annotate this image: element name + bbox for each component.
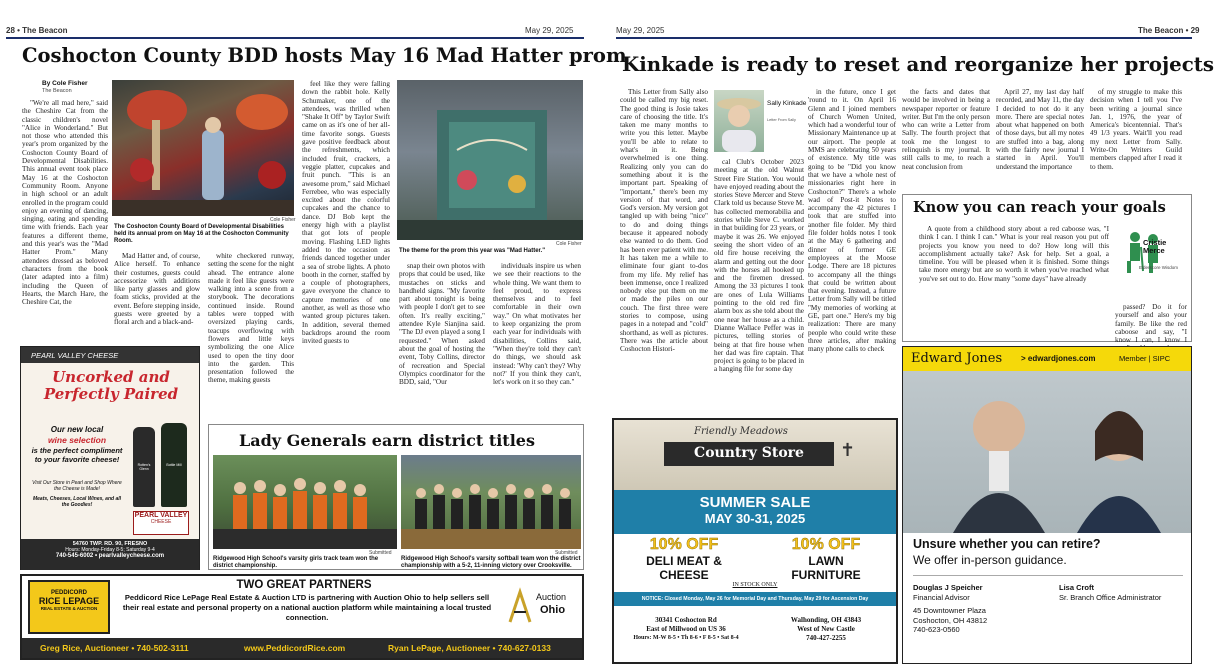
goals-title: Know you can reach your goals: [913, 199, 1166, 216]
letter-column-5: April 27, my last day half recorded, and May 11, the day I decided to not do it any more. There are special notes about what happened on both of those days, but all my notes are stuffed into a bag, along with the fairly new journal I started in April. You'll understand the importance: [996, 88, 1084, 171]
pv-logo: [133, 511, 189, 535]
pv-script: Uncorked and Perfectly Paired: [43, 368, 179, 403]
ej-subhead: We offer in-person guidance.: [913, 553, 1067, 567]
ej-headline: Unsure whether you can retire?: [913, 537, 1101, 551]
photo-credit-2: Cole Fisher: [556, 241, 582, 247]
country-store-ad[interactable]: [612, 418, 898, 664]
article-column-1: "We're all mad here," said the Cheshire Cat from the classic children's novel "Alice in Wonderland." But not those who attended this year's prom organized by the Coshocton County Board of Developmental Disabilities. This annual event took place May 16 at the Coshocton Community Room. Anyone in high school or an adult enrolled in the program could enjoy an evening of dancing, singing, eating and spending time with friends. Each year features a different theme, and this year's was the "Mad Hatter Prom." Many attendees dressed as beloved characters from the book (later adapted into a film) including the Queen of Hearts, the March Hare, the Cheshire Cat, the: [22, 99, 108, 307]
letter-column-1: This Letter from Sally also could be called my big reset. The good thing is Josie takes care of choosing the title. It's taken me many months to write you this letter. Maybe you'll be able to relate to what's in it. Being overwhelmed is one thing. Realizing only you can do something about it is the important part. Speaking of "important," there's been my version of that word, and God's version. My version got tangled up with being "nice" to do and doing things because it appeared nobody else wanted to do them. God has been ever patient with me. It has taken me a while to eliminate four giant to-dos from my life. My relief has been immense, once I realized nobody else put them on me or made the piles on our couch. The first three were stories to compose, using pages in a notepad and "cold" shorthand, as well as pictures. There was the article about Coshocton Histori-: [620, 88, 708, 354]
cs-script: Friendly Meadows: [694, 426, 788, 437]
prom-photo-1-art: [112, 80, 294, 216]
prom-photo-1: [112, 80, 294, 216]
cs-addr2b: West of New Castle: [797, 625, 855, 633]
partners-body: Peddicord Rice LePage Real Estate & Auction LTD is partnering with Auction Ohio to help sellers sell their real estate and personal property on a national auction platform while maintaining a local trusted connection.: [122, 593, 492, 622]
letter-column-4: the facts and dates that would be involved in being a newspaper reporter or feature writer. But I'm the only person who can write a Letter from Sally. The fourth project that took me the longest to relinquish is my journal. It still calls to me, to reach a neat conclusion from: [902, 88, 990, 171]
pv-logo-sub: CHEESE: [150, 519, 172, 525]
peddicord-website[interactable]: www.PeddicordRice.com: [244, 643, 346, 653]
pv-line5: Meats, Cheeses, Local Wines, and all the Goodies!: [32, 496, 122, 508]
cs-addr1: 30341 Coshocton Rd: [655, 616, 717, 624]
pv-brand: PEARL VALLEY CHEESE: [21, 347, 199, 363]
cs-hours: Hours: M-W 8-5 • Th 8-6 • F 8-5 • Sat 8-4: [633, 635, 739, 641]
cs-notice: NOTICE: Closed Monday, May 26 for Memorial Day and Thursday, May 29 for Ascension Day: [614, 592, 896, 606]
edward-jones-ad[interactable]: [902, 346, 1192, 664]
offer2-pct: 10% OFF: [791, 536, 861, 553]
pv-line4: Visit Our Store in Pearl and Shop Where the Cheese is Made!: [32, 480, 122, 492]
article-column-2b: white checkered runway, setting the scene for the night ahead. The entrance alone made it feel like guests were walking into a scene from a storybook. The decorations continued inside. Round tables were topped with oversized playing cards, teacups overflowing with flowers and little keys symbolizing the one Alice used to open the tiny door into the garden. This presentation followed the theme, making guests: [208, 252, 294, 385]
peddicord-logo: [28, 580, 110, 634]
cs-dates: MAY 30-31, 2025: [704, 511, 806, 526]
greg-rice-contact[interactable]: Greg Rice, Auctioneer • 740-502-3111: [40, 643, 189, 653]
partners-footer: [22, 638, 582, 658]
pearl-valley-ad[interactable]: [20, 346, 200, 570]
ej-addr2: Coshocton, OH 43812: [913, 615, 988, 625]
wine-label-1: Rotten's Glenn: [137, 463, 151, 471]
ao-line2: Ohio: [540, 604, 566, 616]
prom-photo-2: [397, 80, 583, 240]
header-rule: [6, 37, 584, 39]
partners-ad[interactable]: [20, 574, 584, 660]
photo-caption-1: The Coshocton County Board of Developmental Disabilities held its annual prom on May 16 at the Coshocton Community Room.: [114, 224, 289, 244]
goals-brand-sub: Elderscore Wisdom: [1139, 265, 1179, 270]
lady-generals-box: [208, 424, 584, 570]
cs-title: Country Store: [664, 442, 834, 466]
offer2-b: FURNITURE: [791, 568, 861, 582]
ej-name2: Lisa Croft: [1059, 583, 1095, 592]
article-column-1b: Mad Hatter and, of course, Alice herself. To enhance their costumes, guests could accessorize with additions like party glasses and glow foam sticks, provided at the event. Before stepping inside, guests were greeted by a floral arch and a black-and-: [114, 252, 200, 327]
article-column-5b: individuals inspire us when we see their reactions to the whole thing. We want them to feel proud, to express themselves and to feel comfortable in their own way." On what motivates her to keep organizing the prom each year for individuals with disabilities, Collins said, "When they're told they can't do things, we should ask instead: 'Why can't they? Why not?' If you think they can't, let's work on it so they can.": [493, 262, 581, 387]
cs-header: [614, 420, 896, 490]
partners-title: TWO GREAT PARTNERS: [236, 579, 372, 591]
letter-column-2: cal Club's October 2023 meeting at the old Walnut Street Fire Station. You would have enjoyed reading about the stories Steve Mercer and Steve Clark told us because Steve M. has collected memorabilia and stories while Steve C. worked in that building for 23 years, or maybe it was 26. We enjoyed seeing the short video of an old fire house receiving the alarm and getting out the door with the horses all hooked up and the firemen dressed. Among the 33 pictures I took are ones of Lula Williams pointing to the old red fire alarm box as she told about the one near her house as a child. Dianne Wallace Peffer was in pictures, telling stories of being at that fire house when her dad was fire captain. That project is going to be placed in a hanging file for some day: [714, 158, 804, 374]
logo-mid: RICE LEPAGE: [38, 596, 100, 606]
ej-name1: Douglas J Speicher: [913, 583, 983, 592]
page-folio: 28 • The Beacon: [6, 26, 68, 35]
goals-brand: Cristie Merce: [1143, 238, 1167, 255]
offer1-a: DELI MEAT &: [646, 554, 722, 568]
letter-column-3: in the future, once I get 'round to it. On April 16 Glenn and I joined members of Church Women United, which had a wonderful tour of Missionary Maintenance up at our airport. The people at MMS are celebrating 50 years of existence. My title was going to be "Did you know that we have a whole nest of missionaries right here in Coshocton?" There's a whole wad of Post-it Notes to accompany the 42 pictures I took that are stuffed into another file folder. My third file folder holds notes I took at the May 6 gathering and dinner of former GE employees at the Moose Lodge. There are 18 pictures to accompany all the things that could be written about that evening. Instead, a future Letter from Sally will be titled "My memories of working at GE, part one." Here's my big realization: There are many people who could write these three articles, after making many phone calls to check: [808, 88, 896, 354]
ej-admin-block: [1059, 583, 1161, 602]
ej-phone[interactable]: 740-623-0560: [913, 625, 960, 634]
goals-box: [902, 194, 1192, 345]
page-folio: The Beacon • 29: [1138, 26, 1200, 35]
byline-org: The Beacon: [42, 88, 72, 94]
ej-advisors-photo: [903, 371, 1191, 533]
ej-header: [903, 347, 1191, 371]
ej-title1: Financial Advisor: [913, 592, 970, 602]
cs-offer-1: [614, 536, 754, 582]
header-rule: [616, 37, 1192, 39]
ej-title2: Sr. Branch Office Administrator: [1059, 592, 1162, 602]
pv-address: 54760 TWP. RD. 90, FRESNO: [72, 541, 148, 547]
cs-stock: IN STOCK ONLY: [732, 582, 778, 588]
offer2-a: LAWN: [808, 554, 844, 568]
softball-team-photo: [401, 455, 581, 549]
photo-caption-2: The theme for the prom this year was "Mad Hatter.": [399, 248, 546, 254]
cs-addr2: Walhonding, OH 43843: [790, 616, 862, 624]
offer1-pct: 10% OFF: [649, 536, 719, 553]
ej-url[interactable]: > edwardjones.com: [1021, 354, 1096, 363]
offer1-b: CHEESE: [659, 568, 709, 582]
column-headline: Kinkade is ready to reset and reorganize her projects: [622, 52, 1214, 76]
pv-line2: wine selection: [47, 435, 107, 445]
goals-column-1: A quote from a childhood story about a red caboose was, "I think I can. I think I can." What is your real reason you put off projects you know you need to do? How long will this accomplishment actually take? Ask for help. Set a goal, a timeline. You will be pleased when it is finished. Some things take more energy but are so worth it when you've reached what you've set out to do. How many "some days" have already: [919, 225, 1109, 283]
lg-headline: Lady Generals earn district titles: [239, 431, 535, 450]
ej-addr1: 45 Downtowner Plaza: [913, 606, 986, 615]
wine-bottle-2: [161, 423, 187, 507]
ryan-lepage-contact[interactable]: Ryan LePage, Auctioneer • 740-627-0133: [388, 643, 551, 653]
cs-offer-2: [756, 536, 896, 582]
logo-top: PEDDICORD: [50, 590, 87, 596]
mug-sub: Letter From Sally: [767, 118, 796, 122]
mug-name: Sally Kinkade: [767, 100, 807, 107]
letter-column-6: of my struggle to make this decision when I tell you I've been writing a journal since Jan. 1, 1976, the year of America's bicentennial. That's 49 1/3 years. Wait'll you read my next Letter from Sally. Write-On Writers Guild members clapped after I read it to them.: [1090, 88, 1182, 171]
goals-column-2: passed? Do it for yourself and also your family. Be like the red caboose and say, "I know I can, I know I: [1115, 303, 1187, 345]
lg-credit-2: Submitted: [555, 550, 578, 556]
track-team-photo: [213, 455, 397, 549]
pv-logo-text: PEARL VALLEY: [134, 512, 188, 519]
logo-bot: REAL ESTATE & AUCTION: [40, 606, 98, 611]
cs-location-2: [758, 616, 894, 643]
auction-ohio-logo: [508, 580, 578, 634]
photo-credit-1: Cole Fisher: [270, 217, 296, 223]
prom-photo-2-art: [397, 80, 583, 240]
wine-label-2: Bottle Mill: [166, 463, 182, 467]
cs-phone[interactable]: 740-427-2255: [806, 634, 846, 642]
softball-team-art: [401, 455, 581, 549]
byline: By Cole Fisher: [42, 80, 88, 87]
article-column-4b: snap their own photos with props that could be used, like mustaches on sticks and handheld signs. "My favorite part about tonight is being with people I don't get to see often. It's really exciting," attendee Kyle Sianjina said. "The DJ even played a song I requested." When asked about the goal of hosting the event, Toby Collins, director of recreation and Special Olympics coordinator for the BDD, said, "Our: [399, 262, 485, 387]
article-column-3: feel like they were falling down the rabbit hole. Kelly Schumaker, one of the attendees, was thrilled when "Shake It Off" by Taylor Swift came on as it's one of her all-time favorite songs. Guests gave positive feedback about the refreshments, which included fruit, crackers, a veggie platter, cupcakes and fruit punch. "This is an awesome prom," said Michael Ferrebee, who was especially excited about the colorful cupcakes and the chance to dance. DJ Bob kept the energy high with a playlist that got lots of people moving. Flashing LED lights added to the occasion as friends danced together under a sea of strobe lights. A photo booth in the corner, staffed by a couple of photographers, gave everyone the chance to capture memories of one another, as well as those who wanted group pictures taken. In addition, several themed backdrops around the room invited guests to: [302, 80, 390, 346]
pv-line3: is the perfect compliment to your favorite cheese!: [31, 446, 123, 464]
track-team-art: [213, 455, 397, 549]
ej-divider: [913, 575, 1183, 576]
ej-advisors-art: [903, 371, 1191, 533]
auction-ohio-mark: [508, 590, 532, 624]
pv-hours: Hours: Monday-Friday 8-5; Saturday 9-4: [65, 547, 155, 553]
article-headline: Coshocton County BDD hosts May 16 Mad Hatter prom: [22, 44, 627, 67]
cs-location-1: [618, 616, 754, 643]
page-date: May 29, 2025: [616, 26, 665, 35]
page-date: May 29, 2025: [525, 26, 574, 35]
wine-bottle-1: [133, 427, 155, 507]
ej-member: Member | SIPC: [1119, 354, 1171, 363]
lg-credit-1: Submitted: [369, 550, 392, 556]
pv-line1: Our new local: [50, 425, 104, 434]
ej-brand: Edward Jones: [911, 351, 1003, 366]
mugshot-art: [714, 90, 764, 152]
cs-addr1b: East of Millwood on US 36: [646, 625, 726, 633]
cs-sale-banner: [614, 490, 896, 534]
ej-advisor-block: [913, 583, 987, 635]
pv-footer: [21, 539, 199, 570]
lg-caption-1: Ridgewood High School's varsity girls track team won the district championship.: [213, 556, 379, 569]
ao-line1: Auction: [536, 592, 567, 602]
pv-phone-web[interactable]: 740-545-6002 • pearlvalleycheese.com: [55, 553, 165, 559]
lg-caption-2: Ridgewood High School's varsity softball team won the district championship with a 5-2, 11-inning victory over Crooksville.: [401, 556, 581, 569]
right-page: [600, 0, 1214, 669]
cs-sale: SUMMER SALE: [699, 494, 811, 511]
sally-kinkade-mugshot: [714, 90, 764, 152]
cross-icon: ✝: [840, 440, 856, 460]
